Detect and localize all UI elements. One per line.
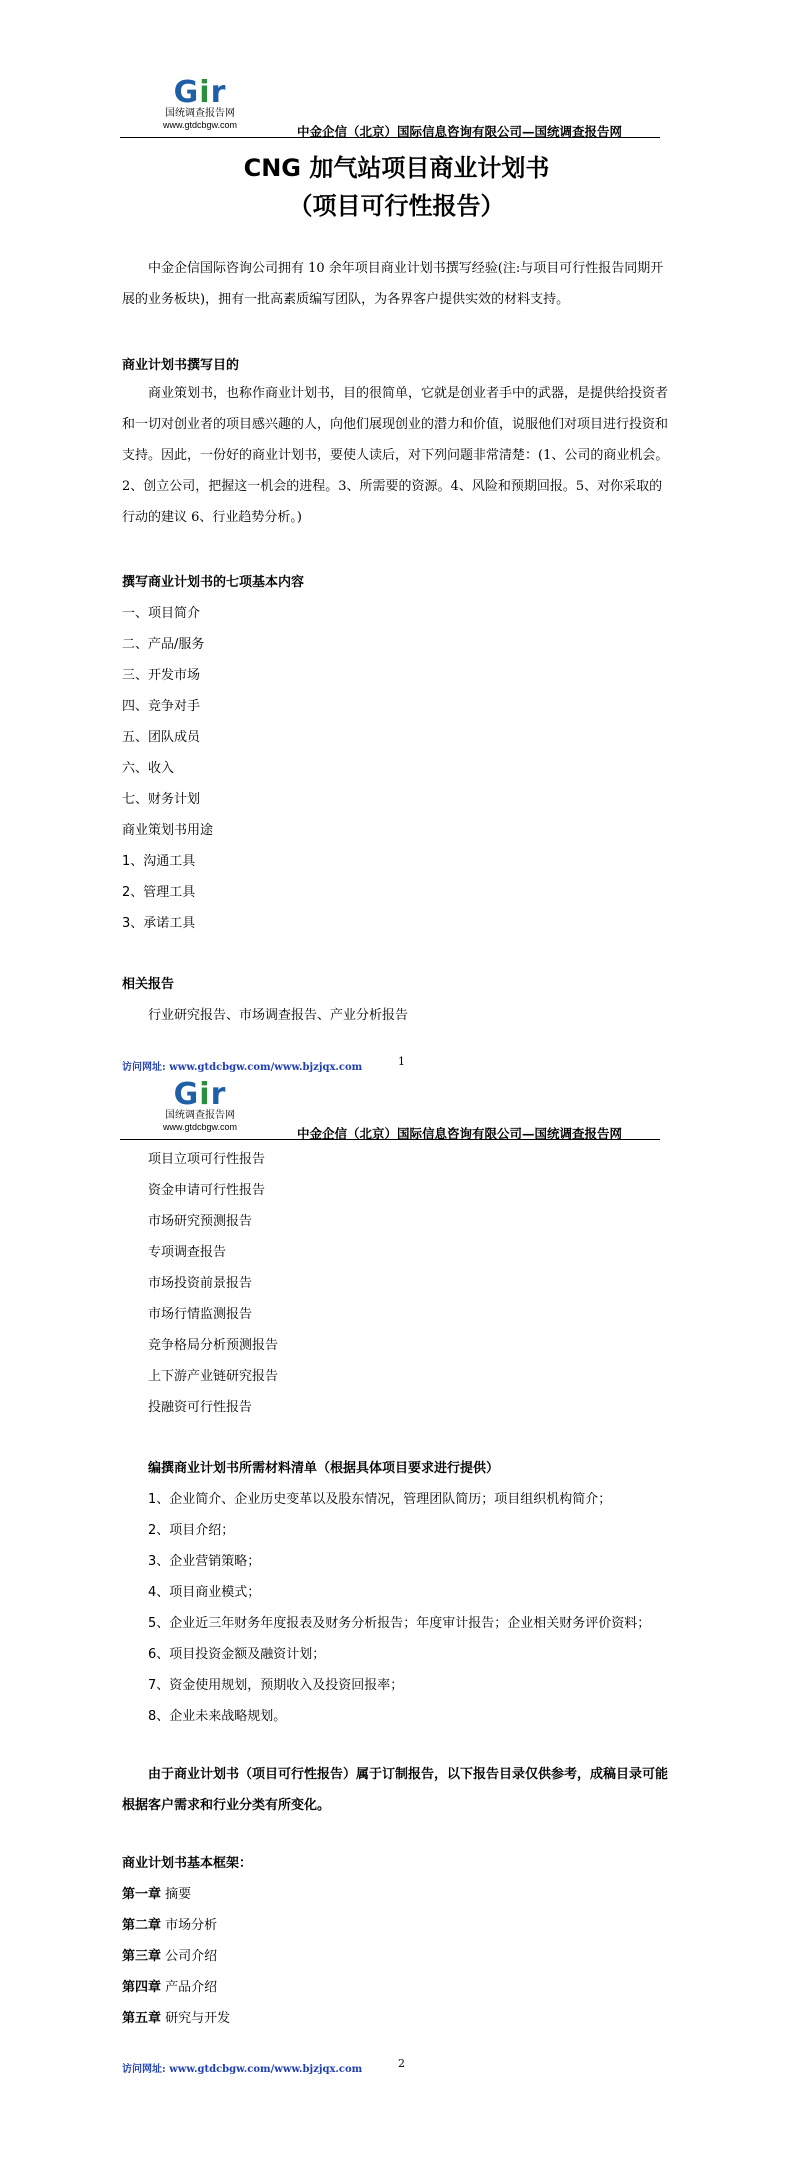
page-subtitle: （项目可行性报告） [288, 192, 505, 220]
logo-name: 国统调查报告网 [165, 1110, 235, 1121]
report-item: 项目立项可行性报告 [148, 1152, 266, 1167]
report-item: 市场研究预测报告 [148, 1214, 253, 1229]
chapter-item [122, 1914, 217, 1933]
materials-heading: 编撰商业计划书所需材料清单（根据具体项目要求进行提供） [148, 1461, 500, 1476]
chapter-name: 产品介绍 [165, 1980, 218, 1995]
list-item: 七、财务计划 [122, 792, 201, 807]
page-number: 2 [398, 2057, 405, 2070]
page-number: 1 [398, 1055, 405, 1068]
header-text: 中金企信（北京）国际信息咨询有限公司—国统调查报告网 [297, 1126, 623, 1141]
custom-report-note: 由于商业计划书（项目可行性报告）属于订制报告，以下报告目录仅供参考，成稿目录可能根据客户需求和行业分类有所变化。 [122, 1767, 669, 1813]
logo-name: 国统调查报告网 [165, 108, 235, 119]
list-item: 1、沟通工具 [122, 854, 196, 869]
report-item: 专项调查报告 [148, 1245, 227, 1260]
materials-item: 6、项目投资金额及融资计划； [148, 1647, 326, 1662]
list-item: 二、产品/服务 [122, 637, 205, 652]
intro-paragraph: 中金企信国际咨询公司拥有 10 余年项目商业计划书撰写经验(注:与项目可行性报告同期开展的业务板块)，拥有一批高素质编写团队，为各界客户提供实效的材料支持。 [122, 261, 664, 307]
report-item: 竞争格局分析预测报告 [148, 1338, 279, 1353]
purpose-paragraph: 商业策划书，也称作商业计划书，目的很简单，它就是创业者手中的武器，是提供给投资者和一切对创业者的项目感兴趣的人，向他们展现创业的潜力和价值，说服他们对项目进行投资和支持。因此，一份好的商业计划书，要使人读后，对下列问题非常清楚：(1、公司的商业机会。2、创立公司，把握这一机会的进程。3、所需要的资源。4、风险和预期回报。5、对你采取的行动的建议 6、行业趋势分析。) [122, 386, 669, 525]
chapter-name: 市场分析 [165, 1918, 218, 1933]
materials-item: 7、资金使用规划，预期收入及投资回报率； [148, 1678, 404, 1693]
related-heading: 相关报告 [122, 977, 175, 992]
list-item: 三、开发市场 [122, 668, 201, 683]
materials-item: 1、企业简介、企业历史变革以及股东情况，管理团队简历；项目组织机构简介； [148, 1492, 612, 1507]
report-item: 资金申请可行性报告 [148, 1183, 266, 1198]
footer-label: 访问网址: [122, 1062, 166, 1073]
header-rule [120, 137, 660, 138]
list-item: 3、承诺工具 [122, 916, 196, 931]
footer-url[interactable]: www.gtdcbgw.com/www.bjzjqx.com [169, 2064, 363, 2075]
report-item: 上下游产业链研究报告 [148, 1369, 279, 1384]
list-item: 五、团队成员 [122, 730, 201, 745]
related-text: 行业研究报告、市场调查报告、产业分析报告 [148, 1008, 409, 1023]
chapter-no: 第三章 [122, 1949, 162, 1964]
chapter-item [122, 2007, 230, 2026]
list-item: 2、管理工具 [122, 885, 196, 900]
report-item: 市场投资前景报告 [148, 1276, 253, 1291]
logo [150, 75, 250, 131]
list-item: 商业策划书用途 [122, 823, 214, 838]
list-item: 六、收入 [122, 761, 175, 776]
header-rule [120, 1139, 660, 1140]
chapter-no: 第一章 [122, 1887, 162, 1902]
chapter-item [122, 1883, 191, 1902]
page-title: CNG 加气站项目商业计划书 [243, 154, 550, 182]
logo-url: www.gtdcbgw.com [162, 120, 238, 130]
chapter-item [122, 1945, 217, 1964]
report-item: 市场行情监测报告 [148, 1307, 253, 1322]
footer-url[interactable]: www.gtdcbgw.com/www.bjzjqx.com [169, 1062, 363, 1073]
logo-url: www.gtdcbgw.com [162, 1122, 238, 1132]
chapter-name: 公司介绍 [165, 1949, 218, 1964]
footer [122, 2060, 362, 2075]
list-item: 一、项目简介 [122, 606, 201, 621]
list-item: 四、竞争对手 [122, 699, 201, 714]
logo [150, 1077, 250, 1133]
chapter-no: 第四章 [122, 1980, 162, 1995]
materials-item: 5、企业近三年财务年度报表及财务分析报告；年度审计报告；企业相关财务评价资料； [148, 1616, 651, 1631]
materials-item: 3、企业营销策略； [148, 1554, 261, 1569]
footer [122, 1058, 362, 1073]
logo-mark: Gir [173, 1077, 227, 1112]
header-text: 中金企信（北京）国际信息咨询有限公司—国统调查报告网 [297, 124, 623, 139]
chapter-item [122, 1976, 217, 1995]
report-item: 投融资可行性报告 [148, 1400, 253, 1415]
chapter-no: 第五章 [122, 2011, 162, 2026]
chapter-name: 研究与开发 [165, 2011, 231, 2026]
materials-item: 8、企业未来战略规划。 [148, 1709, 287, 1724]
purpose-heading: 商业计划书撰写目的 [122, 358, 240, 373]
framework-heading: 商业计划书基本框架： [122, 1856, 253, 1871]
logo-mark: Gir [173, 75, 227, 110]
seven-heading: 撰写商业计划书的七项基本内容 [122, 575, 305, 590]
chapter-name: 摘要 [165, 1887, 192, 1902]
chapter-no: 第二章 [122, 1918, 162, 1933]
footer-label: 访问网址: [122, 2064, 166, 2075]
materials-item: 2、项目介绍； [148, 1523, 235, 1538]
materials-item: 4、项目商业模式； [148, 1585, 261, 1600]
